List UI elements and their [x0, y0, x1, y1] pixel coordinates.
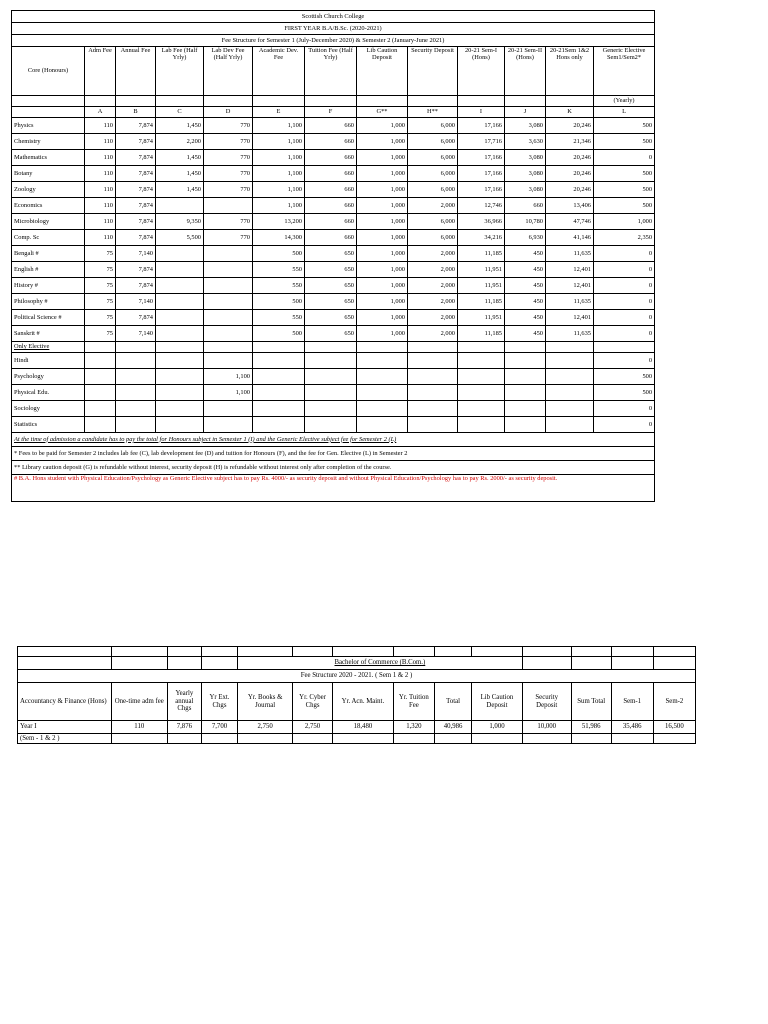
bcom-column-header: Lib Caution Deposit — [472, 683, 522, 721]
fee-cell: 11,635 — [546, 246, 594, 262]
elective-subject-rows — [12, 353, 655, 433]
fee-cell: 17,716 — [458, 134, 505, 150]
fee-cell: 650 — [305, 278, 357, 294]
fee-cell: 7,140 — [116, 246, 156, 262]
fee-cell: 110 — [85, 198, 116, 214]
fee-cell — [156, 294, 204, 310]
fee-cell: 1,000 — [357, 166, 408, 182]
fee-cell: 11,635 — [546, 294, 594, 310]
subject-row — [12, 262, 655, 278]
bcom-column-header: Yearly annual Chgs — [167, 683, 201, 721]
fee-cell: 11,951 — [458, 278, 505, 294]
column-header: Lib Caution Deposit — [357, 47, 408, 96]
elective-name: Hindi — [12, 353, 85, 369]
fee-cell: 650 — [305, 326, 357, 342]
fee-cell: 770 — [204, 118, 253, 134]
bcom-cell: 51,986 — [571, 721, 611, 734]
caution-note: ** Library caution deposit (G) is refundable without interest, security deposit (H) is refundable without interest only after completion of the course. — [12, 461, 655, 475]
fee-cell: 2,000 — [408, 262, 458, 278]
subject-row — [12, 214, 655, 230]
column-letter: B — [116, 107, 156, 118]
fee-cell: 75 — [85, 246, 116, 262]
subject-name: Political Science # — [12, 310, 85, 326]
fee-cell: 17,166 — [458, 182, 505, 198]
fee-cell: 20,246 — [546, 182, 594, 198]
subject-name: Microbiology — [12, 214, 85, 230]
fee-cell — [156, 246, 204, 262]
fee-cell — [204, 326, 253, 342]
fee-cell: 9,350 — [156, 214, 204, 230]
fee-cell: 110 — [85, 134, 116, 150]
fee-cell: 6,000 — [408, 134, 458, 150]
fee-cell: 110 — [85, 150, 116, 166]
fee-cell: 450 — [505, 294, 546, 310]
column-letter: D — [204, 107, 253, 118]
column-letter: L — [594, 107, 655, 118]
fee-cell: 660 — [305, 214, 357, 230]
fee-cell: 10,780 — [505, 214, 546, 230]
column-letter: I — [458, 107, 505, 118]
fee-cell: 0 — [594, 294, 655, 310]
bcom-column-header: Yr. Acn. Maint. — [332, 683, 393, 721]
fee-cell: 110 — [85, 214, 116, 230]
fee-cell: 6,000 — [408, 214, 458, 230]
column-header: 20-21Sem 1&2 Hons only — [546, 47, 594, 96]
column-header: Academic Dev. Fee — [253, 47, 305, 96]
fee-cell — [204, 310, 253, 326]
year-title: FIRST YEAR B.A/B.Sc. (2020-2021) — [12, 23, 655, 35]
fee-cell: 7,874 — [116, 198, 156, 214]
fee-cell: 2,000 — [408, 326, 458, 342]
column-letter-row — [12, 107, 655, 118]
security-note: # B.A. Hons student with Physical Education/Psychology as Generic Elective subject has to pay Rs. 4000/- as security deposit and without Physical Education/Psychology has to pay Rs. 2000/- as security deposit. — [12, 475, 655, 502]
fee-cell: 0 — [594, 246, 655, 262]
fee-cell: 1,000 — [357, 118, 408, 134]
subject-row — [12, 278, 655, 294]
fee-cell: 110 — [85, 182, 116, 198]
fee-cell: 660 — [505, 198, 546, 214]
elective-row — [12, 353, 655, 369]
column-header: Security Deposit — [408, 47, 458, 96]
subject-name: Mathematics — [12, 150, 85, 166]
fee-cell: 500 — [594, 134, 655, 150]
fee-cell: 1,000 — [357, 182, 408, 198]
lab-dev-fee-cell: 1,100 — [204, 385, 253, 401]
fee-cell: 20,246 — [546, 166, 594, 182]
bcom-cell: 10,000 — [522, 721, 571, 734]
fee-cell: 450 — [505, 278, 546, 294]
fee-cell: 34,216 — [458, 230, 505, 246]
fee-cell: 650 — [305, 262, 357, 278]
fee-cell: 6,000 — [408, 150, 458, 166]
fee-cell: 2,000 — [408, 310, 458, 326]
fee-cell: 12,401 — [546, 262, 594, 278]
column-letter: C — [156, 107, 204, 118]
subject-name: Philosophy # — [12, 294, 85, 310]
fee-cell — [156, 262, 204, 278]
subject-name: Sanskrit # — [12, 326, 85, 342]
elective-row — [12, 401, 655, 417]
subject-row — [12, 294, 655, 310]
bcom-column-header: Security Deposit — [522, 683, 571, 721]
subject-name: English # — [12, 262, 85, 278]
fee-cell: 7,874 — [116, 150, 156, 166]
fee-cell: 7,874 — [116, 134, 156, 150]
fee-cell: 500 — [253, 294, 305, 310]
fee-cell: 12,401 — [546, 278, 594, 294]
bcom-column-header: Yr. Books & Journal — [238, 683, 293, 721]
fee-cell: 36,966 — [458, 214, 505, 230]
bcom-cell: 2,750 — [293, 721, 333, 734]
ba-bsc-fee-table — [11, 10, 655, 502]
subject-name: History # — [12, 278, 85, 294]
fee-cell: 7,874 — [116, 118, 156, 134]
bcom-column-header: Yr Ext. Chgs — [201, 683, 237, 721]
fee-cell: 450 — [505, 326, 546, 342]
header-row — [12, 47, 655, 96]
fee-cell: 7,874 — [116, 262, 156, 278]
elective-row — [12, 417, 655, 433]
bcom-row2-label: (Sem - 1 & 2 ) — [18, 734, 112, 744]
bcom-cell: 2,750 — [238, 721, 293, 734]
subject-name: Zoology — [12, 182, 85, 198]
bcom-cell: 7,700 — [201, 721, 237, 734]
fee-cell: 660 — [305, 182, 357, 198]
fee-cell — [204, 294, 253, 310]
column-header: Annual Fee — [116, 47, 156, 96]
bcom-column-header: Yr. Tuition Fee — [393, 683, 434, 721]
lab-dev-fee-cell: 1,100 — [204, 369, 253, 385]
fee-cell: 75 — [85, 278, 116, 294]
bcom-title: Bachelor of Commerce (B.Com.) — [238, 657, 523, 670]
bcom-header-row — [18, 683, 696, 721]
lab-dev-fee-cell — [204, 401, 253, 417]
fee-cell: 1,100 — [253, 166, 305, 182]
fee-cell: 1,450 — [156, 150, 204, 166]
fee-cell: 7,874 — [116, 278, 156, 294]
fee-cell: 75 — [85, 294, 116, 310]
subject-name: Economics — [12, 198, 85, 214]
fee-cell: 110 — [85, 118, 116, 134]
elective-name: Statistics — [12, 417, 85, 433]
lab-dev-fee-cell — [204, 417, 253, 433]
fee-cell: 6,930 — [505, 230, 546, 246]
fee-cell: 1,000 — [357, 294, 408, 310]
generic-elective-cell: 0 — [594, 401, 655, 417]
fee-cell: 2,000 — [408, 294, 458, 310]
column-header: 20-21 Sem-II (Hons) — [505, 47, 546, 96]
fee-cell: 0 — [594, 310, 655, 326]
fee-cell: 500 — [594, 182, 655, 198]
column-letter: J — [505, 107, 546, 118]
fee-cell: 3,080 — [505, 166, 546, 182]
fee-cell — [204, 246, 253, 262]
fee-cell: 11,635 — [546, 326, 594, 342]
fee-cell: 17,166 — [458, 166, 505, 182]
fee-cell: 11,951 — [458, 310, 505, 326]
subject-name: Chemistry — [12, 134, 85, 150]
fee-cell: 7,874 — [116, 310, 156, 326]
fee-cell — [156, 278, 204, 294]
fee-cell: 3,630 — [505, 134, 546, 150]
fee-cell: 1,100 — [253, 198, 305, 214]
bcom-column-header: Yr. Cyber Chgs — [293, 683, 333, 721]
fee-cell: 770 — [204, 182, 253, 198]
subject-row — [12, 246, 655, 262]
bcom-cell: 110 — [111, 721, 167, 734]
subject-row — [12, 198, 655, 214]
subject-row — [12, 310, 655, 326]
fee-cell — [204, 278, 253, 294]
fee-cell: 6,000 — [408, 182, 458, 198]
bcom-cell: 1,320 — [393, 721, 434, 734]
admission-note: At the time of admission a candidate has to pay the total for Honours subject in Semester 1 (I) and the Generic Elective subject fee for Semester 2 (L) — [12, 433, 655, 447]
college-name: Scottish Church College — [12, 11, 655, 23]
fee-cell: 1,000 — [357, 134, 408, 150]
column-header: Adm Fee — [85, 47, 116, 96]
fee-cell: 1,000 — [357, 262, 408, 278]
bcom-column-header: One-time adm fee — [111, 683, 167, 721]
fee-cell: 2,000 — [408, 278, 458, 294]
fee-cell: 1,000 — [357, 214, 408, 230]
core-subject-rows — [12, 118, 655, 342]
fee-cell: 1,100 — [253, 150, 305, 166]
fee-cell: 550 — [253, 262, 305, 278]
column-letter: A — [85, 107, 116, 118]
fee-cell: 1,000 — [357, 150, 408, 166]
fee-cell: 7,874 — [116, 166, 156, 182]
elective-name: Physical Edu. — [12, 385, 85, 401]
fee-cell: 1,100 — [253, 134, 305, 150]
fee-cell: 11,185 — [458, 326, 505, 342]
column-letter: E — [253, 107, 305, 118]
fee-cell: 41,146 — [546, 230, 594, 246]
fee-cell: 6,000 — [408, 118, 458, 134]
fee-cell: 12,746 — [458, 198, 505, 214]
subject-row — [12, 150, 655, 166]
fee-cell: 2,200 — [156, 134, 204, 150]
fee-cell: 660 — [305, 134, 357, 150]
fee-cell: 770 — [204, 166, 253, 182]
fee-cell: 110 — [85, 230, 116, 246]
fee-cell: 2,000 — [408, 198, 458, 214]
fee-cell: 21,346 — [546, 134, 594, 150]
subject-row — [12, 182, 655, 198]
fee-cell: 550 — [253, 278, 305, 294]
fee-cell: 450 — [505, 310, 546, 326]
fee-cell: 75 — [85, 326, 116, 342]
column-header: Lab Fee (Half Yrly) — [156, 47, 204, 96]
fee-cell: 660 — [305, 166, 357, 182]
fee-cell: 500 — [253, 246, 305, 262]
generic-elective-cell: 0 — [594, 417, 655, 433]
bcom-row-label: Year I — [18, 721, 112, 734]
fee-cell: 450 — [505, 246, 546, 262]
fee-cell — [204, 262, 253, 278]
fee-cell: 770 — [204, 230, 253, 246]
fee-cell: 7,140 — [116, 294, 156, 310]
fee-cell — [156, 310, 204, 326]
column-header: Lab Dev Fee (Half Yrly) — [204, 47, 253, 96]
bcom-column-header: Sem-2 — [653, 683, 695, 721]
bcom-cell: 16,500 — [653, 721, 695, 734]
fee-cell: 1,000 — [594, 214, 655, 230]
bcom-fee-table — [17, 646, 696, 744]
fee-cell: 770 — [204, 150, 253, 166]
only-elective-label: Only Elective — [12, 342, 85, 353]
fee-cell: 650 — [305, 294, 357, 310]
elective-row — [12, 385, 655, 401]
elective-name: Psychology — [12, 369, 85, 385]
fee-cell: 500 — [253, 326, 305, 342]
fee-cell: 7,874 — [116, 182, 156, 198]
fee-cell: 660 — [305, 118, 357, 134]
column-header: Tuition Fee (Half Yrly) — [305, 47, 357, 96]
bcom-column-header: Total — [434, 683, 471, 721]
fee-cell: 7,874 — [116, 214, 156, 230]
fee-cell: 17,166 — [458, 150, 505, 166]
fee-cell: 3,080 — [505, 118, 546, 134]
bcom-column-header: Accountancy & Finance (Hons) — [18, 683, 112, 721]
column-letter: H** — [408, 107, 458, 118]
fee-cell: 1,100 — [253, 182, 305, 198]
bcom-column-header: Sum Total — [571, 683, 611, 721]
subject-row — [12, 326, 655, 342]
fee-cell: 450 — [505, 262, 546, 278]
bcom-year-row — [18, 721, 696, 734]
fee-cell: 1,000 — [357, 310, 408, 326]
fee-cell — [204, 198, 253, 214]
fee-cell: 17,166 — [458, 118, 505, 134]
fee-cell: 13,200 — [253, 214, 305, 230]
fee-cell: 11,951 — [458, 262, 505, 278]
fee-cell: 11,185 — [458, 246, 505, 262]
subject-row — [12, 166, 655, 182]
bcom-column-header: Sem-1 — [611, 683, 653, 721]
generic-elective-cell: 500 — [594, 369, 655, 385]
fee-cell: 650 — [305, 310, 357, 326]
fee-cell: 11,185 — [458, 294, 505, 310]
fee-cell: 550 — [253, 310, 305, 326]
generic-elective-cell: 500 — [594, 385, 655, 401]
fee-cell: 0 — [594, 150, 655, 166]
fee-cell: 14,300 — [253, 230, 305, 246]
fee-cell: 6,000 — [408, 230, 458, 246]
lab-dev-fee-cell — [204, 353, 253, 369]
fee-cell: 7,874 — [116, 230, 156, 246]
subject-name: Botany — [12, 166, 85, 182]
subject-row — [12, 118, 655, 134]
fee-cell: 1,450 — [156, 182, 204, 198]
fee-cell: 650 — [305, 246, 357, 262]
fee-cell — [156, 326, 204, 342]
column-header: 20-21 Sem-I (Hons) — [458, 47, 505, 96]
fee-cell: 3,080 — [505, 182, 546, 198]
bcom-cell: 18,480 — [332, 721, 393, 734]
elective-name: Sociology — [12, 401, 85, 417]
fee-cell: 500 — [594, 198, 655, 214]
fee-cell: 3,080 — [505, 150, 546, 166]
fee-cell: 2,350 — [594, 230, 655, 246]
structure-title: Fee Structure for Semester 1 (July-December 2020) & Semester 2 (January-June 2021) — [12, 35, 655, 47]
fee-cell: 75 — [85, 262, 116, 278]
subject-name: Bengali # — [12, 246, 85, 262]
fee-cell: 110 — [85, 166, 116, 182]
subject-row — [12, 230, 655, 246]
fee-cell: 0 — [594, 262, 655, 278]
subject-row — [12, 134, 655, 150]
fee-cell: 0 — [594, 278, 655, 294]
fee-cell: 770 — [204, 214, 253, 230]
fee-cell: 0 — [594, 326, 655, 342]
fee-cell: 1,450 — [156, 118, 204, 134]
fee-cell: 2,000 — [408, 246, 458, 262]
fee-cell: 7,140 — [116, 326, 156, 342]
yearly-note: (Yearly) — [594, 96, 655, 107]
fee-cell: 1,000 — [357, 278, 408, 294]
fee-cell: 770 — [204, 134, 253, 150]
fee-cell: 75 — [85, 310, 116, 326]
fee-cell — [156, 198, 204, 214]
fee-cell: 660 — [305, 150, 357, 166]
fee-cell: 6,000 — [408, 166, 458, 182]
fee-cell: 1,000 — [357, 246, 408, 262]
subject-name: Comp. Sc — [12, 230, 85, 246]
fee-cell: 20,246 — [546, 150, 594, 166]
fee-cell: 660 — [305, 198, 357, 214]
subject-name: Physics — [12, 118, 85, 134]
fee-cell: 47,746 — [546, 214, 594, 230]
elective-row — [12, 369, 655, 385]
column-letter: G** — [357, 107, 408, 118]
bcom-subtitle: Fee Structure 2020 - 2021. ( Sem 1 & 2 ) — [18, 670, 696, 683]
bcom-cell: 7,876 — [167, 721, 201, 734]
fee-cell: 12,401 — [546, 310, 594, 326]
column-letter: K — [546, 107, 594, 118]
fee-cell: 20,246 — [546, 118, 594, 134]
fee-cell: 1,000 — [357, 198, 408, 214]
generic-elective-cell: 0 — [594, 353, 655, 369]
fee-cell: 5,500 — [156, 230, 204, 246]
bcom-cell: 35,486 — [611, 721, 653, 734]
fee-cell: 1,450 — [156, 166, 204, 182]
bcom-cell: 1,000 — [472, 721, 522, 734]
fee-cell: 500 — [594, 166, 655, 182]
column-letter: F — [305, 107, 357, 118]
fee-cell: 1,000 — [357, 230, 408, 246]
column-header: Generic Elective Sem1/Sem2* — [594, 47, 655, 96]
fee-cell: 660 — [305, 230, 357, 246]
semester2-note: * Fees to be paid for Semester 2 includes lab fee (C), lab development fee (D) and tuition for Honours (F), and the fee for Gen. Elective (L) in Semester 2 — [12, 447, 655, 461]
fee-cell: 1,000 — [357, 326, 408, 342]
fee-cell: 500 — [594, 118, 655, 134]
fee-cell: 1,100 — [253, 118, 305, 134]
fee-cell: 13,406 — [546, 198, 594, 214]
bcom-cell: 40,986 — [434, 721, 471, 734]
core-header: Core (Honours) — [12, 47, 85, 96]
